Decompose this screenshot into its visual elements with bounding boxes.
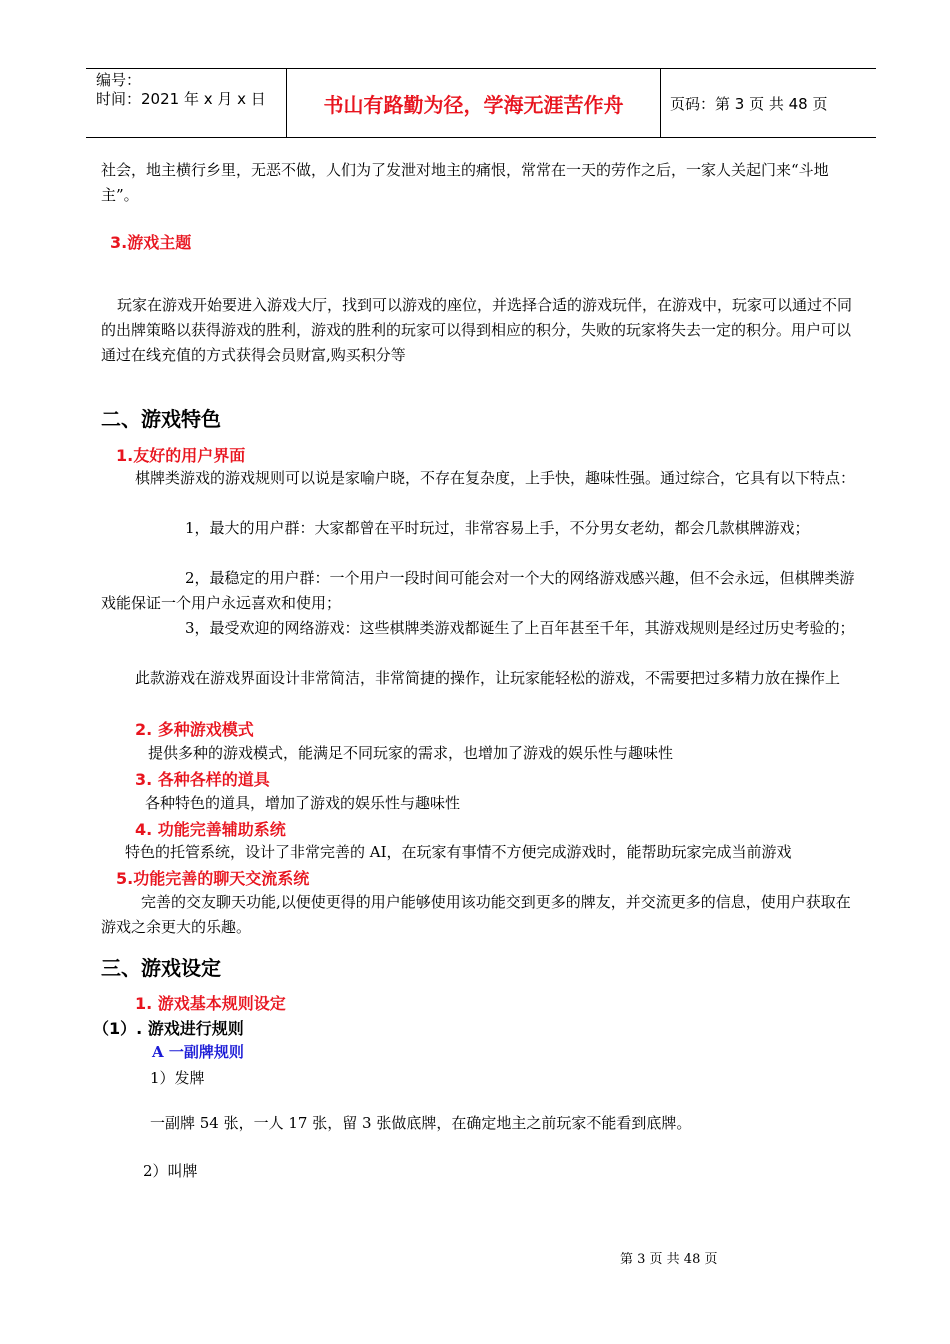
header-meta [96,71,286,109]
heading-settings: 三、游戏设定 [101,956,221,980]
settings-deck-rule: A 一副牌规则 [152,1043,244,1061]
header-page-label: 页码：第 3 页 共 48 页 [670,94,828,113]
header-motto: 书山有路勤为径，学海无涯苦作舟 [323,92,624,117]
doc-time-label: 时间：2021 年 x 月 x 日 [96,90,266,108]
heading-features: 二、游戏特色 [101,407,221,431]
settings-call-label: 2）叫牌 [143,1162,198,1180]
feature-ui-text: 棋牌类游戏的游戏规则可以说是家喻户晓，不存在复杂度，上手快，趣味性强。通过综合，它具有以下特点： [135,469,856,487]
feature-ui-item: 2，最稳定的用户群：一个用户一段时间可能会对一个大的网络游戏感兴趣，但不会永远，但棋牌类游戏能保证一个用户永远喜欢和使用； [101,569,855,612]
settings-subtitle-flow: （1）. 游戏进行规则 [93,1019,244,1038]
theme-paragraph: 玩家在游戏开始要进入游戏大厅，找到可以游戏的座位，并选择合适的游戏玩伴，在游戏中，玩家可以通过不同的出牌策略以获得游戏的胜利，游戏的胜利的玩家可以得到相应的积分，失败的玩家将失去一定的积分。用户可以通过在线充值的方式获得会员财富,购买积分等 [101,296,853,364]
page-header [86,68,876,138]
feature-title-chat: 5.功能完善的聊天交流系统 [116,869,310,888]
settings-deal-label: 1）发牌 [150,1069,205,1087]
feature-props-text: 各种特色的道具，增加了游戏的娱乐性与趣味性 [145,794,461,812]
feature-title-assist: 4. 功能完善辅助系统 [135,820,286,839]
doc-number-label: 编号： [96,71,142,89]
feature-ui-item: 1，最大的用户群：大家都曾在平时玩过，非常容易上手，不分男女老幼，都会几款棋牌游戏； [185,519,810,537]
feature-chat-text: 完善的交友聊天功能,以便使更得的用户能够使用该功能交到更多的牌友，并交流更多的信息，使用户获取在游戏之余更大的乐趣。 [101,893,851,936]
intro-paragraph: 社会，地主横行乡里，无恶不做，人们为了发泄对地主的痛恨，常常在一天的劳作之后，一家人关起门来“斗地主”。 [101,161,829,204]
feature-title-props: 3. 各种各样的道具 [135,770,270,789]
page-footer: 第 3 页 共 48 页 [620,1252,718,1267]
feature-title-modes: 2. 多种游戏模式 [135,720,254,739]
section-title-theme: 3.游戏主题 [110,233,192,252]
settings-title-rules: 1. 游戏基本规则设定 [135,994,286,1013]
feature-ui-item: 3，最受欢迎的网络游戏：这些棋牌类游戏都诞生了上百年甚至千年，其游戏规则是经过历史考验的； [185,619,855,637]
feature-title-ui: 1.友好的用户界面 [116,446,246,465]
header-divider [660,69,661,137]
feature-ui-summary: 此款游戏在游戏界面设计非常简洁，非常简捷的操作，让玩家能轻松的游戏，不需要把过多精力放在操作上 [135,669,841,687]
feature-modes-text: 提供多种的游戏模式，能满足不同玩家的需求，也增加了游戏的娱乐性与趣味性 [148,744,674,762]
settings-deal-text: 一副牌 54 张，一人 17 张，留 3 张做底牌，在确定地主之前玩家不能看到底牌。 [150,1114,692,1132]
feature-assist-text: 特色的托管系统，设计了非常完善的 AI，在玩家有事情不方便完成游戏时，能帮助玩家完成当前游戏 [125,843,792,861]
